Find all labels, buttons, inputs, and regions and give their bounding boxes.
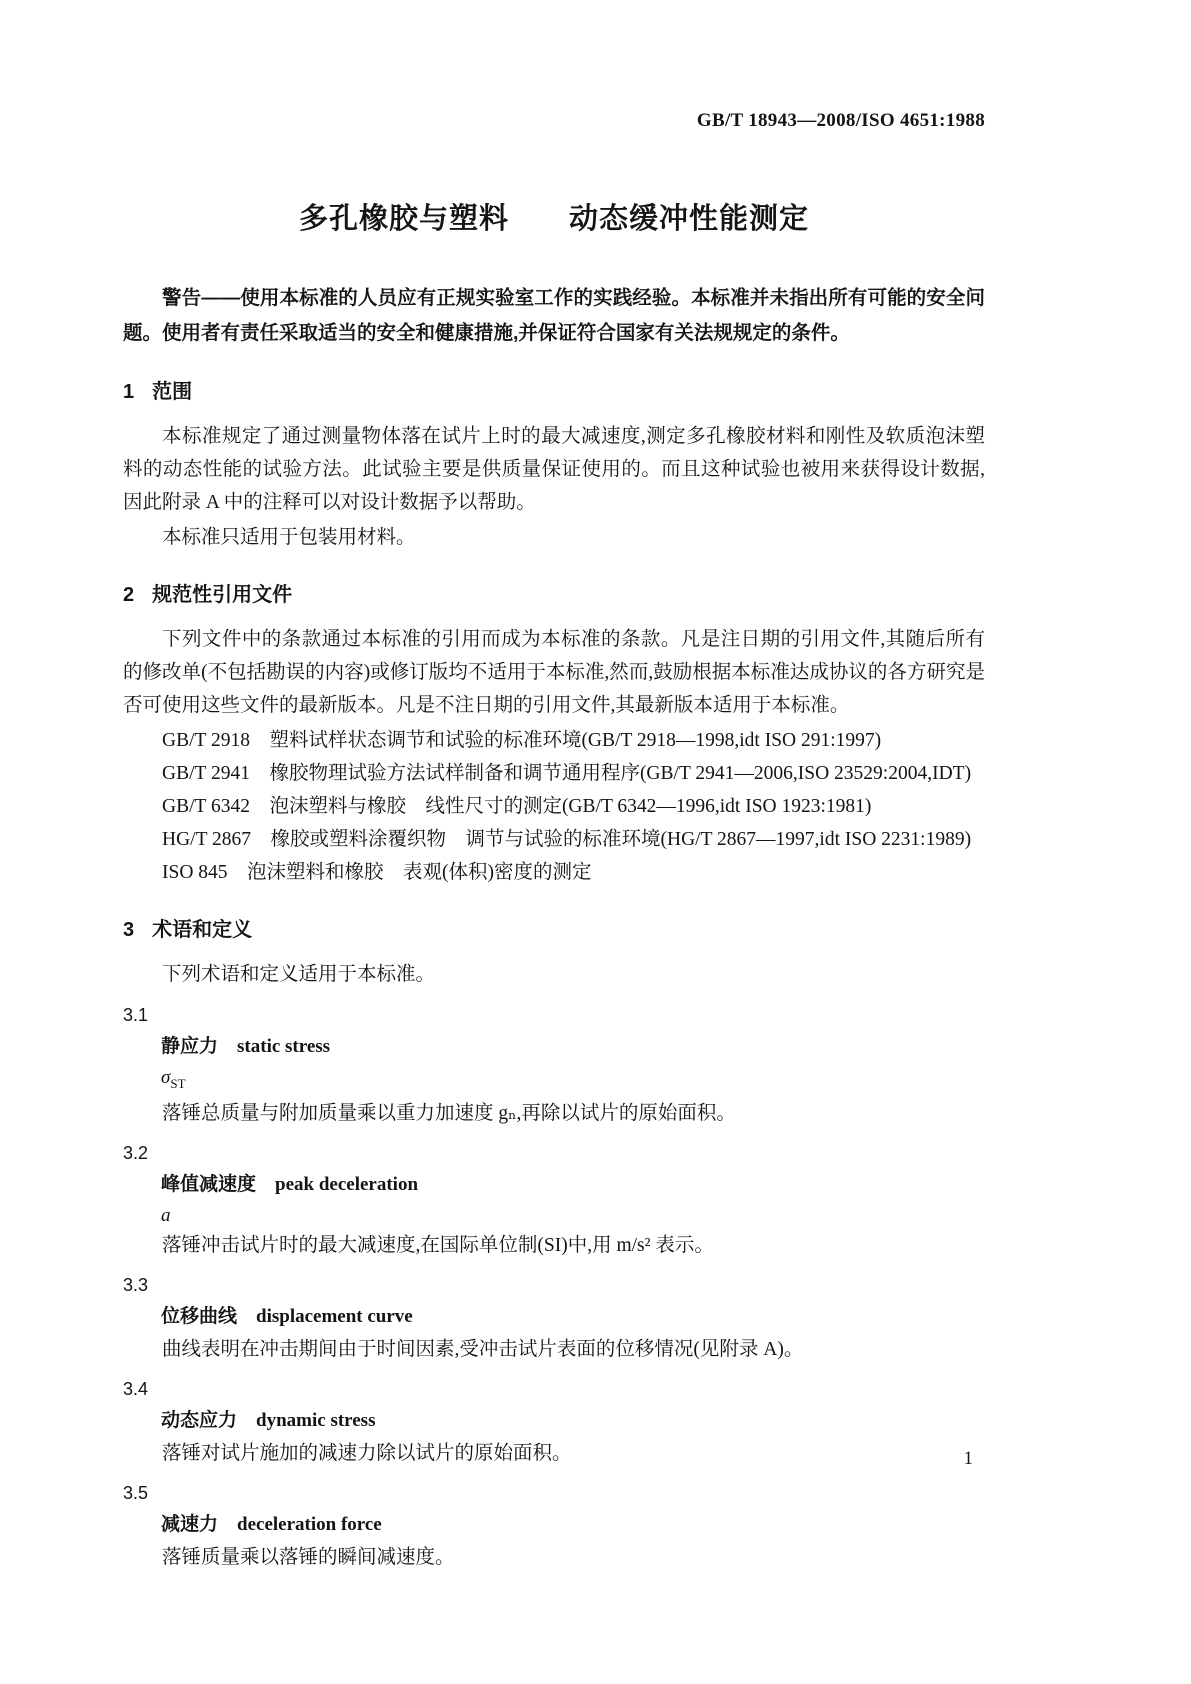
term-name-zh: 峰值减速度 (161, 1173, 257, 1195)
page-number: 1 (963, 1448, 973, 1469)
term-symbol (123, 1203, 985, 1229)
term-definition: 落锤质量乘以落锤的瞬间减速度。 (162, 1546, 455, 1568)
paragraph: 下列文件中的条款通过本标准的引用而成为本标准的条款。凡是注日期的引用文件,其随后所有的修改单(不包括勘误的内容)或修订版均不适用于本标准,然而,鼓励根据本标准达成协议的各方研究是否可使用这些文件的最新版本。凡是不注日期的引用文件,其最新版本适用于本标准。 (123, 629, 985, 716)
warning-label: 警告—— (162, 287, 241, 309)
term-name-zh: 位移曲线 (161, 1305, 238, 1327)
term-name (123, 1407, 985, 1435)
term-3-3 (123, 1271, 985, 1365)
term-name-en: dynamic stress (256, 1409, 376, 1431)
reference-item: GB/T 2941 橡胶物理试验方法试样制备和调节通用程序(GB/T 2941—2006,ISO 23529:2004,IDT) (162, 763, 972, 784)
term-name-en: peak deceleration (275, 1173, 419, 1195)
terms-intro: 下列术语和定义适用于本标准。 (162, 964, 436, 985)
reference-item: GB/T 6342 泡沫塑料与橡胶 线性尺寸的测定(GB/T 6342—1996,idt ISO 1923:1981) (162, 796, 872, 817)
section-title: 规范性引用文件 (152, 584, 293, 606)
warning-paragraph (123, 281, 985, 351)
term-3-1 (123, 1001, 985, 1129)
term-name (123, 1511, 985, 1539)
term-name (123, 1171, 985, 1199)
paragraph: 本标准规定了通过测量物体落在试片上时的最大减速度,测定多孔橡胶材料和刚性及软质泡沫塑料的动态性能的试验方法。此试验主要是供质量保证使用的。而且这种试验也被用来获得设计数据,因此附录 A 中的注释可以对设计数据予以帮助。 (123, 426, 985, 513)
term-3-5 (123, 1479, 985, 1573)
term-definition: 落锤对试片施加的减速力除以试片的原始面积。 (162, 1442, 572, 1464)
section-heading-3 (123, 913, 985, 942)
section-heading-2 (123, 578, 985, 607)
term-definition: 落锤总质量与附加质量乘以重力加速度 gₙ,再除以试片的原始面积。 (162, 1102, 736, 1124)
reference-item: ISO 845 泡沫塑料和橡胶 表观(体积)密度的测定 (162, 862, 592, 883)
term-name (123, 1303, 985, 1331)
term-name-en: static stress (237, 1036, 331, 1057)
term-name-en: deceleration force (237, 1513, 382, 1535)
term-name-zh: 静应力 (161, 1036, 219, 1057)
term-3-4 (123, 1375, 985, 1469)
paragraph: 本标准只适用于包装用材料。 (162, 527, 416, 548)
doc-number: GB/T 18943—2008/ISO 4651:1988 (696, 110, 985, 131)
term-name-en: displacement curve (256, 1305, 413, 1327)
term-symbol (123, 1065, 985, 1097)
section-title: 术语和定义 (152, 919, 253, 941)
term-definition: 落锤冲击试片时的最大减速度,在国际单位制(SI)中,用 m/s² 表示。 (162, 1234, 714, 1256)
term-number: 3.4 (123, 1378, 149, 1399)
section-number: 2 (123, 584, 135, 606)
warning-text: 使用本标准的人员应有正规实验室工作的实践经验。本标准并未指出所有可能的安全问题。使用者有责任采取适当的安全和健康措施,并保证符合国家有关法规规定的条件。 (123, 287, 985, 344)
term-symbol-subscript: ST (170, 1075, 186, 1091)
term-name (123, 1033, 985, 1061)
term-number: 3.5 (123, 1482, 149, 1503)
section-number: 1 (123, 381, 135, 403)
section-title: 范围 (152, 381, 193, 403)
term-definition: 曲线表明在冲击期间由于时间因素,受冲击试片表面的位移情况(见附录 A)。 (162, 1338, 804, 1360)
term-number: 3.3 (123, 1274, 149, 1295)
term-3-2 (123, 1139, 985, 1261)
page-title: 多孔橡胶与塑料 动态缓冲性能测定 (298, 203, 809, 235)
section-heading-1 (123, 375, 985, 404)
term-symbol-letter: σ (161, 1067, 171, 1088)
section-number: 3 (123, 919, 135, 941)
reference-item: HG/T 2867 橡胶或塑料涂覆织物 调节与试验的标准环境(HG/T 2867—1997,idt ISO 2231:1989) (162, 829, 972, 850)
reference-item: GB/T 2918 塑料试样状态调节和试验的标准环境(GB/T 2918—1998,idt ISO 291:1997) (162, 730, 882, 751)
term-name-zh: 减速力 (161, 1513, 219, 1535)
term-name-zh: 动态应力 (161, 1409, 238, 1431)
term-symbol-letter: a (161, 1204, 171, 1226)
term-number: 3.2 (123, 1142, 149, 1163)
term-number: 3.1 (123, 1005, 149, 1025)
